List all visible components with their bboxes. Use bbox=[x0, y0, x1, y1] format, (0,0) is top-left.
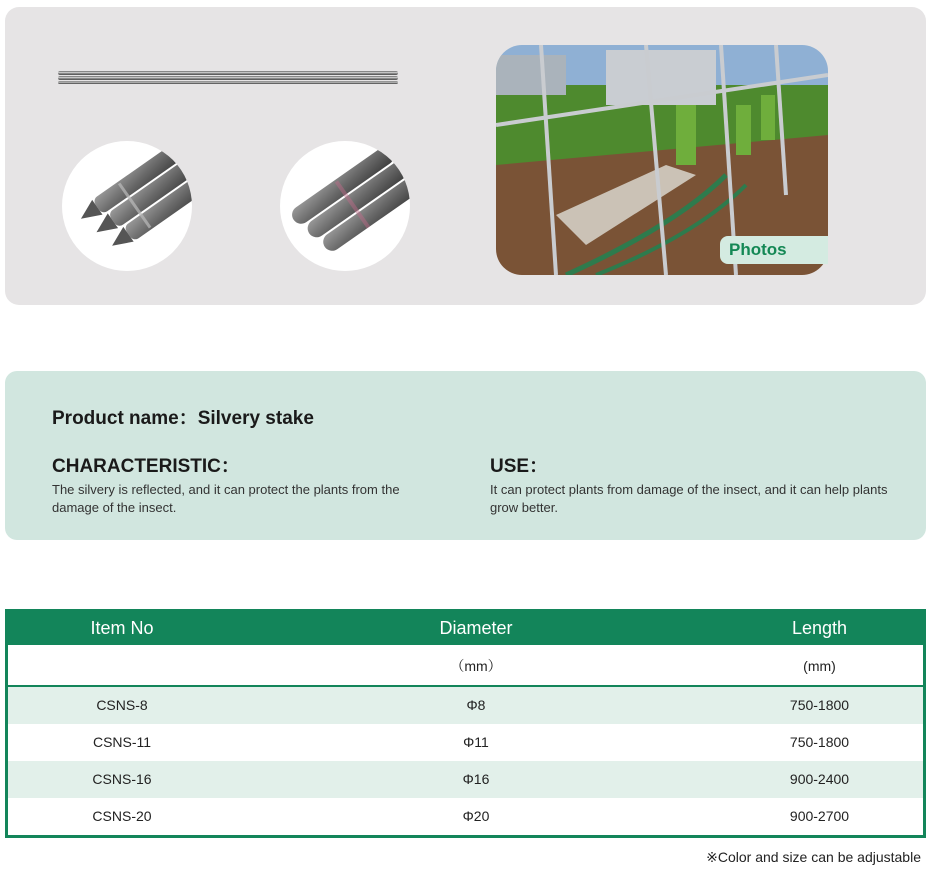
stake-tip-closeup-2 bbox=[280, 141, 410, 271]
length-cell: 750-1800 bbox=[789, 734, 850, 750]
product-name-label: Product name： bbox=[52, 408, 198, 429]
length-cell: 900-2400 bbox=[789, 771, 850, 787]
unit-item-no bbox=[8, 645, 236, 685]
diameter-cell: Φ16 bbox=[462, 771, 490, 787]
unit-length: (mm) bbox=[803, 658, 836, 674]
stake-tip-closeup-1 bbox=[62, 141, 192, 271]
unit-diameter: （mm） bbox=[450, 658, 502, 674]
product-description-panel bbox=[5, 371, 926, 540]
table-row bbox=[8, 761, 923, 798]
length-cell: 900-2700 bbox=[789, 808, 850, 824]
table-unit-row bbox=[8, 645, 923, 687]
table-row bbox=[8, 687, 923, 724]
long-stake-image bbox=[56, 68, 401, 88]
adjustable-footnote: ※Color and size can be adjustable bbox=[706, 849, 921, 865]
diameter-cell: Φ8 bbox=[466, 697, 486, 713]
spec-table bbox=[5, 609, 926, 838]
header-length: Length bbox=[791, 618, 848, 638]
product-name-value: Silvery stake bbox=[197, 408, 314, 429]
length-cell: 750-1800 bbox=[789, 697, 850, 713]
characteristic-heading: CHARACTERISTIC： bbox=[52, 456, 240, 477]
item-no-cell: CSNS-16 bbox=[92, 771, 152, 787]
table-header-row bbox=[8, 612, 923, 645]
use-heading: USE： bbox=[490, 456, 549, 477]
diameter-cell: Φ11 bbox=[463, 734, 489, 750]
item-no-cell: CSNS-8 bbox=[96, 697, 148, 713]
table-row bbox=[8, 724, 923, 761]
photos-badge: Photos bbox=[720, 236, 828, 264]
diameter-cell: Φ20 bbox=[462, 808, 490, 824]
header-item-no: Item No bbox=[90, 618, 154, 638]
use-text: It can protect plants from damage of the insect, and it can help plants grow better. bbox=[490, 482, 888, 515]
item-no-cell: CSNS-20 bbox=[92, 808, 152, 824]
header-diameter: Diameter bbox=[439, 618, 513, 638]
table-row bbox=[8, 798, 923, 835]
characteristic-text: The silvery is reflected, and it can protect the plants from the damage of the insect. bbox=[52, 482, 400, 515]
product-name bbox=[52, 403, 314, 430]
item-no-cell: CSNS-11 bbox=[92, 734, 152, 750]
